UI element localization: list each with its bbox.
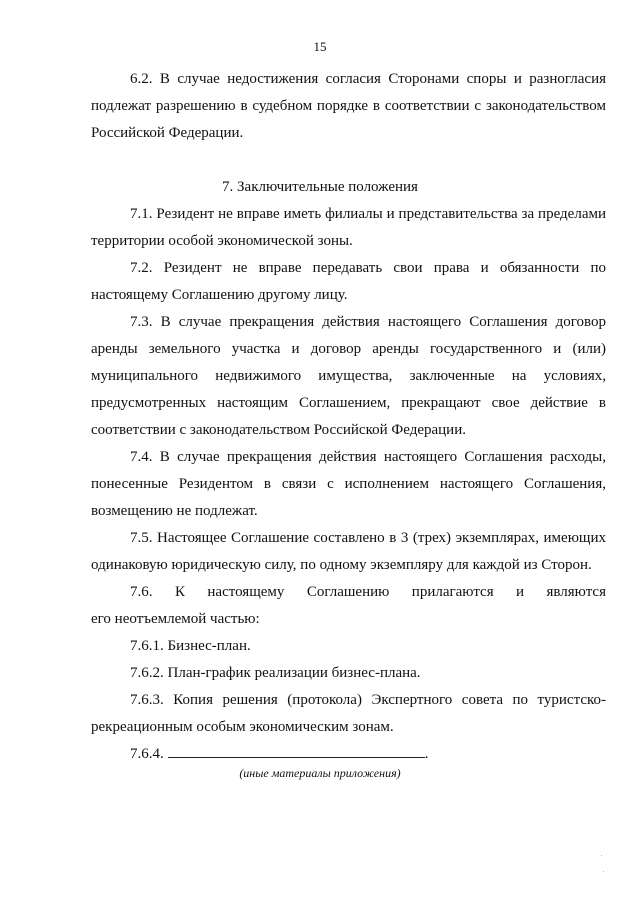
scan-artifact: [603, 871, 604, 872]
paragraph-6-2: 6.2. В случае недостижения согласия Сторонами споры и разногласия подлежат разрешению в судебном порядке в соответствии с законодательством Российской Федерации.: [91, 71, 606, 141]
paragraph-7-1: 7.1. Резидент не вправе иметь филиалы и представительства за пределами территории особой экономической зоны.: [91, 206, 606, 249]
word: прилагаются: [411, 584, 494, 600]
fill-in-blank-line: [168, 742, 425, 758]
word: 7.6.: [130, 584, 153, 600]
item-label: 7.6.4.: [130, 746, 164, 762]
paragraph-7-3: 7.3. В случае прекращения действия настоящего Соглашения договор аренды земельного участка и договор аренды государственного и (или) муниципального недвижимого имущества, заключенные на условиях, предусмотренных настоящим Соглашением, прекращают свое действие в соответствии с законодательством Российской Федерации.: [91, 314, 606, 438]
scan-artifact: [601, 855, 602, 856]
attachment-note: (иные материалы приложения): [239, 766, 401, 780]
paragraph-7-6-line2: его неотъемлемой частью:: [91, 611, 260, 627]
paragraph-7-6-3: 7.6.3. Копия решения (протокола) Экспертного совета по туристско-рекреационным особым экономическим зонам.: [91, 692, 606, 735]
word: являются: [546, 584, 606, 600]
word: и: [516, 584, 525, 600]
paragraph-7-5: 7.5. Настоящее Соглашение составлено в 3 (трех) экземплярах, имеющих одинаковую юридическую силу, по одному экземпляру для каждой из Сторон.: [91, 530, 606, 573]
paragraph-7-2: 7.2. Резидент не вправе передавать свои права и обязанности по настоящему Соглашению другому лицу.: [91, 260, 606, 303]
section-7-heading: 7. Заключительные положения: [222, 179, 418, 195]
paragraph-7-6-4: [91, 741, 640, 768]
page-number: 15: [313, 39, 327, 54]
paragraph-7-6-words: [91, 579, 606, 606]
word: настоящему: [207, 584, 285, 600]
item-end-period: .: [424, 746, 429, 762]
word: Соглашению: [306, 584, 390, 600]
paragraph-7-6-line1: [91, 579, 606, 606]
paragraph-7-6-1: 7.6.1. Бизнес-план.: [130, 638, 251, 654]
paragraph-7-4: 7.4. В случае прекращения действия настоящего Соглашения расходы, понесенные Резидентом в связи с исполнением настоящего Соглашения, возмещению не подлежат.: [91, 449, 606, 519]
paragraph-7-6-2: 7.6.2. План-график реализации бизнес-плана.: [130, 665, 421, 681]
word: К: [174, 584, 185, 600]
